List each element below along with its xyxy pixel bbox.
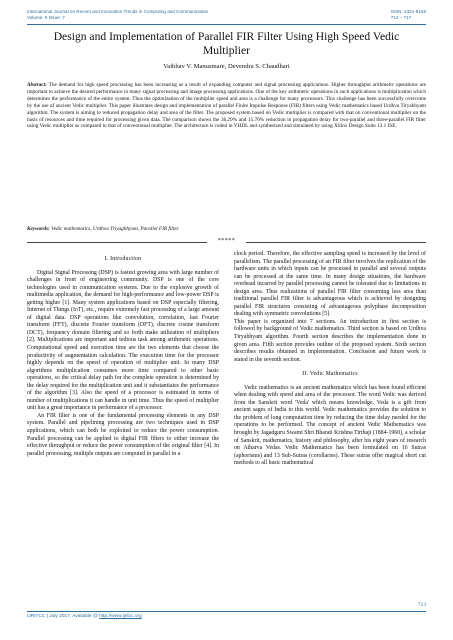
footer [27, 614, 142, 619]
right-column [234, 251, 426, 468]
keywords [27, 226, 426, 232]
footer-link[interactable]: http://www.ijritcc.org [99, 614, 142, 619]
header-rule [27, 24, 426, 25]
header-volume: Volume: 5 Issue: 7 [27, 15, 65, 21]
intro-paragraph-continued: clock period. Therefore, the effective sampling speed is increased by the level of parallelism. The parallel processing of an FIR filter involves the replication of the hardware units in which inputs can be processed in parallel and several outputs can be processed at the same time. In many design situations, the hardware overhead incurred by parallel processing cannot be tolerated due to limitations in design area. Thus realizations of parallel FIR filter consuming less area than traditional parallel FIR filter is advantageous which is achieved by designing parallel FIR structures consisting of advantageous polyphase decomposition dealing with symmetric convolutions [5]. [234, 251, 426, 318]
separator-rule-right [246, 242, 426, 243]
header-pages: 713 – 717 [390, 15, 412, 21]
header-issn-block [391, 9, 426, 21]
paper-title: Design and Implementation of Parallel FIR Filter Using High Speed Vedic Multiplier [53, 30, 400, 57]
section-heading-introduction: I. Introduction [104, 256, 142, 262]
vedic-paragraph-1: Vedic mathematics is an ancient mathematics which has been found efficient when dealing with speed and area of the processor. The word Vedic was derived from the Sanskrit word 'Veda' which means knowledge. Veda is a gift from ancient sages of India to this world. Vedic mathematics provides the solution to the problem of long computation time by reducing the time delay needed for the operations to be performed. The concept of ancient Vedic Mathematics was brought by Jagadguru Swami Shri Bharati Krishna Tirthaji (1884-1960), a scholar of Sanskrit, mathematics, history and philosophy, after his eight years of research on Atharva Vedas. Vedic Mathematics has been formulated on 16 Sutras (aphorisms) and 13 Sub-Sutras (corollaries). These sutras offer magical short cut methods to all basic mathematical [234, 384, 426, 467]
paper-authors: Vaibhav V. Manusmare, Devendra S. Chaudhari [163, 63, 290, 70]
intro-paragraph-2: An FIR filter is one of the fundamental processing elements in any DSP system. Parallel and pipelining processing are two techniques used in DSP applications, which can both be exploited to reduce the power consumption. Parallel processing can be applied to digital FIR filters to either increase the effective throughput or reduce the power consumption of the original filter [4]. In parallel processing, multiple outputs are computed in parallel in a [27, 412, 219, 457]
keywords-text: Vedic mathematics, Urdhva Triyagbhyam, Parallel FIR filter. [51, 226, 180, 232]
footer-text: IJRITCC | July 2017, Available @ [27, 614, 100, 619]
left-column [27, 251, 219, 458]
abstract-text: The demand for high speed processing has been increasing as a result of expanding computer and signal processing applications. Higher throughput arithmetic operations are important to achieve the desired performance in many signal processing and image processing applications. One of the key arithmetic operations in such applications is multiplication which determines the performance of the entire system. Thus the optimization of the multiplier speed and area is a challenge for many processors. This challenge has been successfully overcome by the use of ancient Vedic multiplier. This paper illustrates design and implementation of parallel Finite Impulse Response (FIR) filters using Vedic mathematics based Urdhva Tiryabhyam algorithm. The system is aiming to reduced propagation delay and area of the filter. The proposed system based on Vedic multiplier is compared with that on conventional multiplier on the basis of resources and time required for processing given data. The comparison shows the 36.29% and 15.70% reduction in propagation delay for two-parallel and three-parallel FIR filter using Vedic multiplier as compared to that of conventional multiplier. The architecture is coded in VHDL and synthesized and simulated by using Xilinx Design Suite 13.1 ISE. [27, 82, 427, 130]
intro-paragraph-1: Digital Signal Processing (DSP) is fastest growing area with large number of challenges in front of engineering community. DSP is one of the core technologies used in communication systems. Due to the explosive growth of multimedia application, the demand for high-performance and low-power DSP is getting higher [1]. Many system applications based on DSP especially filtering, Internet of Things (IoT), etc., require extremely fast processing of a large amount of digital data. DSP operations like convolution, correlation, fast Fourier transform (FFT), discrete Fourier transform (DFT), discrete cosine transform (DCT), frequency domain filtering and so forth make utilization of multipliers [2]. Multiplications are important and tedious task among arithmetic operations. Computational speed and execution time are the two elements that choose the productivity of augmentation calculation. The execution time for the processor highly depends on the speed of operation of multiplier unit. In many DSP algorithms multiplication consumes more time compared to other basic operations, so the critical delay path for the complete operation is determined by the delay required for the multiplication unit and it substantiates the performance of the algorithm [3]. Also the speed of a processor is estimated in terms of number of multiplications it can handle in unit time. Thus the speed of multiplier unit has a great importance in performance of a processor. [27, 269, 219, 412]
page-number: 713 [417, 602, 426, 608]
abstract [27, 82, 426, 130]
abstract-label: Abstract: [27, 82, 47, 88]
footer-rule [27, 611, 426, 612]
header-journal-block [27, 9, 208, 21]
separator-rule-left [27, 242, 207, 243]
separator-stars: ***** [217, 238, 236, 244]
intro-paragraph-organization: This paper is organized into 7 sections. An introduction in first section is followed by background of Vedic mathematics. Third section is based on Urdhva Tiryabhyam algorithm. Fourth section describes the implementation done in given area. Fifth section provides outline of the proposed system. Sixth section describes results obtained in implementation. Conclusion and future work is stated in the seventh section. [234, 318, 426, 363]
section-heading-vedic-mathematics: II. Vedic Mathematics [302, 371, 358, 378]
keywords-label: Keywords: [27, 226, 50, 232]
header-issn: ISSN: 2321-8169 [390, 9, 426, 14]
header-journal: International Journal on Recent and Innovation Trends in Computing and Communication [27, 9, 209, 14]
